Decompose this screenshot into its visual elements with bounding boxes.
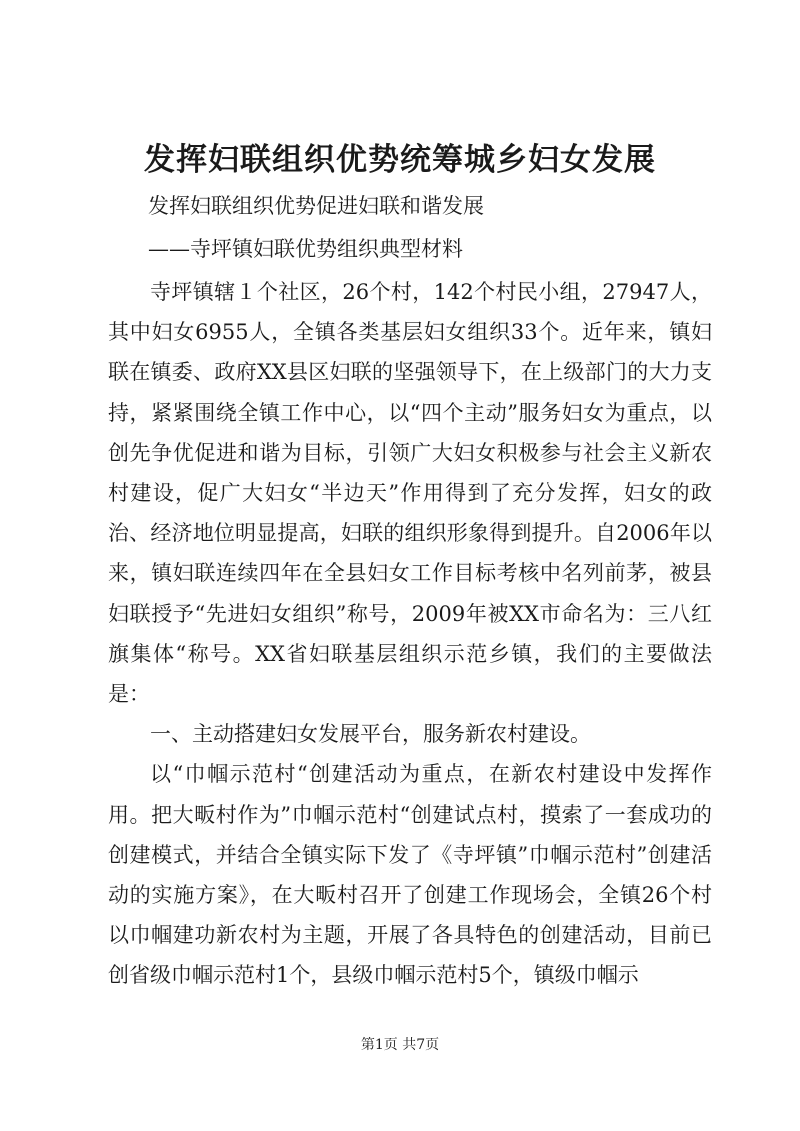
section-heading: 一、主动搭建妇女发展平台，服务新农村建设。: [150, 722, 591, 747]
document-title: 发挥妇联组织优势统筹城乡妇女发展: [144, 142, 656, 178]
document-body: [108, 272, 712, 996]
body-paragraph: 以“巾帼示范村“创建活动为重点，在新农村建设中发挥作用。把大畈村作为”巾帼示范村“创建试点村，摸索了一套成功的创建模式，并结合全镇实际下发了《寺坪镇”巾帼示范村”创建活动的实施方案》，在大畈村召开了创建工作现场会，全镇26个村以巾帼建功新农村为主题，开展了各具特色的创建活动，目前已创省级巾帼示范村1个，县级巾帼示范村5个，镇级巾帼示: [108, 762, 712, 988]
document-byline: ——寺坪镇妇联优势组织典型材料: [148, 237, 463, 261]
body-paragraph: 寺坪镇辖１个社区，26个村，142个村民小组，27947人，其中妇女6955人，全镇各类基层妇女组织33个。近年来，镇妇联在镇委、政府XX县区妇联的坚强领导下，在上级部门的大力支持，紧紧围绕全镇工作中心，以“四个主动”服务妇女为重点，以创先争优促进和谐为目标，引领广大妇女积极参与社会主义新农村建设，促广大妇女“半边天”作用得到了充分发挥，妇女的政治、经济地位明显提高，妇联的组织形象得到提升。自2006年以来，镇妇联连续四年在全县妇女工作目标考核中名列前茅，被县妇联授予“先进妇女组织”称号，2009年被XX市命名为：三八红旗集体“称号。XX省妇联基层组织示范乡镇，我们的主要做法是：: [108, 280, 712, 707]
page-footer: 第1页 共7页: [360, 1037, 440, 1053]
document-subtitle: 发挥妇联组织优势促进妇联和谐发展: [148, 194, 484, 218]
